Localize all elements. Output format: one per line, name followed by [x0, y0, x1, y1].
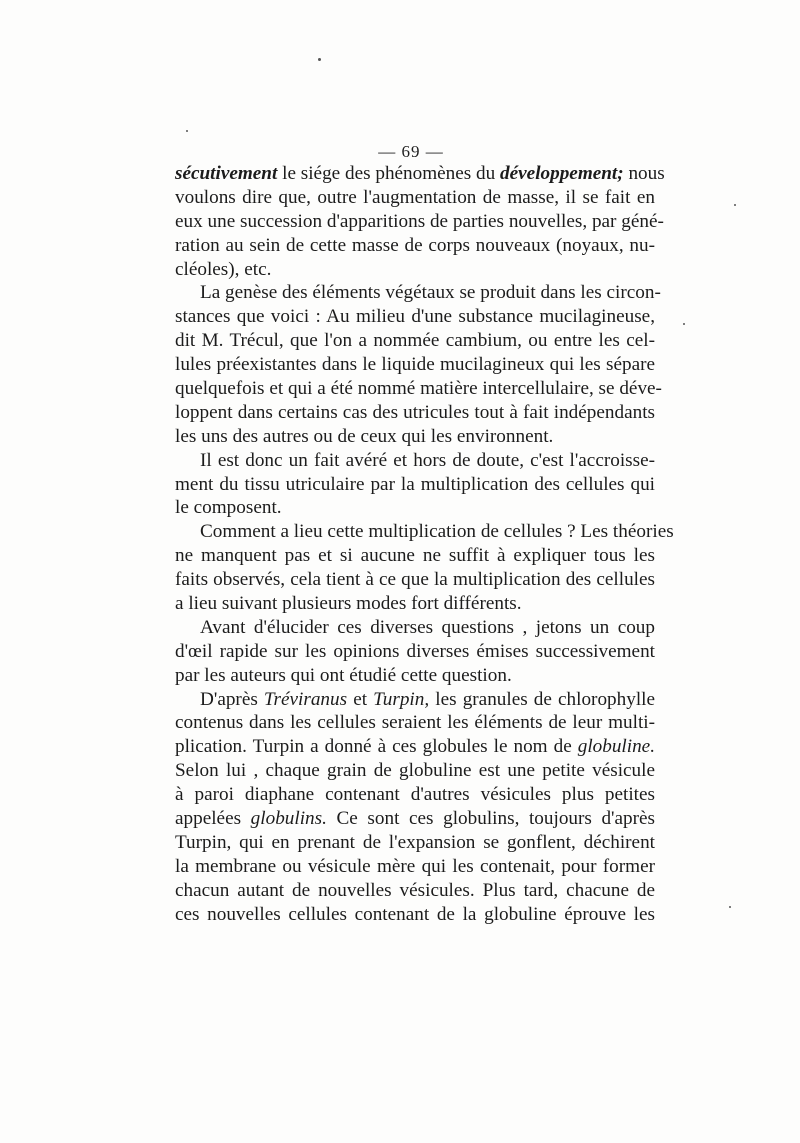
- text-line: [175, 377, 662, 401]
- text-line: [175, 186, 655, 210]
- text-line: [175, 592, 655, 616]
- text-segment: lules préexistantes dans le liquide mucilagineux qui les sépare: [175, 354, 655, 376]
- text-line: [175, 329, 655, 353]
- text-segment: globuline.: [577, 736, 655, 758]
- text-segment: appelées: [175, 808, 251, 830]
- text-segment: les granules de chlorophylle: [429, 688, 655, 710]
- text-segment: quelquefois et qui a été nommé matière intercellulaire, se déve-: [175, 378, 662, 400]
- text-line: [175, 616, 655, 640]
- text-segment: faits observés, cela tient à ce que la multiplication des cellules: [175, 569, 655, 591]
- ink-speck: [729, 906, 731, 908]
- text-line: [175, 425, 655, 449]
- text-segment: ne manquent pas et si aucune ne suffit à expliquer tous les: [175, 545, 655, 567]
- text-line: [175, 496, 655, 520]
- page-number: — 69 —: [378, 142, 444, 161]
- text-segment: Il est donc un fait avéré et hors de doute, c'est l'accroisse-: [200, 449, 655, 471]
- text-segment: par les auteurs qui ont étudié cette question.: [175, 664, 512, 686]
- text-segment: nous: [623, 163, 665, 184]
- text-line: [175, 449, 655, 473]
- text-line: [175, 855, 655, 879]
- text-segment: développement;: [500, 163, 624, 184]
- text-line: [175, 281, 661, 305]
- text-line: [175, 831, 655, 855]
- text-line: [175, 162, 665, 186]
- text-segment: sécutivement: [175, 163, 278, 184]
- text-segment: le siége des phénomènes du: [277, 163, 501, 184]
- text-line: [175, 711, 655, 735]
- text-line: [175, 210, 664, 234]
- text-line: [175, 759, 655, 783]
- text-line: [175, 520, 674, 544]
- text-segment: cléoles), etc.: [175, 258, 272, 280]
- text-segment: Ce sont ces globulins, toujours d'après: [326, 808, 656, 830]
- text-line: [175, 735, 655, 759]
- text-segment: d'œil rapide sur les opinions diverses émises successivement: [175, 640, 655, 662]
- text-segment: Avant d'élucider ces diverses questions , jetons un coup: [200, 616, 655, 638]
- ink-speck: [186, 130, 188, 132]
- text-segment: Tréviranus: [263, 688, 348, 710]
- text-line: [175, 258, 655, 282]
- text-segment: Selon lui , chaque grain de globuline est une petite vésicule: [175, 760, 655, 782]
- text-line: [175, 544, 655, 568]
- text-line: [175, 473, 655, 497]
- text-line: [175, 783, 655, 807]
- text-line: [175, 568, 655, 592]
- text-line: [175, 305, 655, 329]
- text-line: [175, 807, 655, 831]
- text-segment: La genèse des éléments végétaux se produit dans les circon-: [200, 282, 661, 304]
- text-segment: globulins.: [250, 808, 327, 830]
- text-segment: le composent.: [175, 497, 282, 519]
- text-segment: à paroi diaphane contenant d'autres vésicules plus petites: [175, 784, 655, 806]
- body-text: [175, 162, 674, 927]
- text-segment: les uns des autres ou de ceux qui les environnent.: [175, 425, 554, 447]
- text-segment: Turpin, qui en prenant de l'expansion se gonflent, déchirent: [175, 831, 655, 853]
- ink-speck: [318, 58, 321, 61]
- ink-speck: [683, 323, 685, 325]
- text-line: [175, 879, 655, 903]
- text-line: [175, 640, 655, 664]
- text-line: [175, 353, 655, 377]
- text-segment: ment du tissu utriculaire par la multiplication des cellules qui: [175, 473, 655, 495]
- ink-speck: [734, 204, 736, 206]
- text-segment: contenus dans les cellules seraient les éléments de leur multi-: [175, 712, 655, 734]
- text-segment: a lieu suivant plusieurs modes fort différents.: [175, 593, 522, 615]
- text-segment: dit M. Trécul, que l'on a nommée cambium, ou entre les cel-: [175, 330, 655, 352]
- text-segment: chacun autant de nouvelles vésicules. Plus tard, chacune de: [175, 879, 655, 901]
- text-segment: stances que voici : Au milieu d'une substance mucilagineuse,: [175, 306, 655, 328]
- text-line: [175, 688, 655, 712]
- text-line: [175, 664, 655, 688]
- text-segment: Comment a lieu cette multiplication de cellules ? Les théories: [200, 521, 674, 543]
- text-segment: ration au sein de cette masse de corps nouveaux (noyaux, nu-: [175, 234, 655, 256]
- text-line: [175, 401, 655, 425]
- text-segment: voulons dire que, outre l'augmentation de masse, il se fait en: [175, 186, 655, 208]
- text-segment: Turpin,: [373, 688, 430, 710]
- text-segment: loppent dans certains cas des utricules tout à fait indépendants: [175, 401, 655, 423]
- text-segment: eux une succession d'apparitions de parties nouvelles, par géné-: [175, 210, 664, 232]
- text-segment: ces nouvelles cellules contenant de la globuline éprouve les: [175, 903, 655, 925]
- text-segment: plication. Turpin a donné à ces globules le nom de: [175, 736, 578, 758]
- text-segment: D'après: [200, 688, 264, 710]
- text-segment: et: [347, 688, 374, 710]
- text-line: [175, 234, 655, 258]
- text-segment: la membrane ou vésicule mère qui les contenait, pour former: [175, 855, 655, 877]
- text-line: [175, 903, 655, 927]
